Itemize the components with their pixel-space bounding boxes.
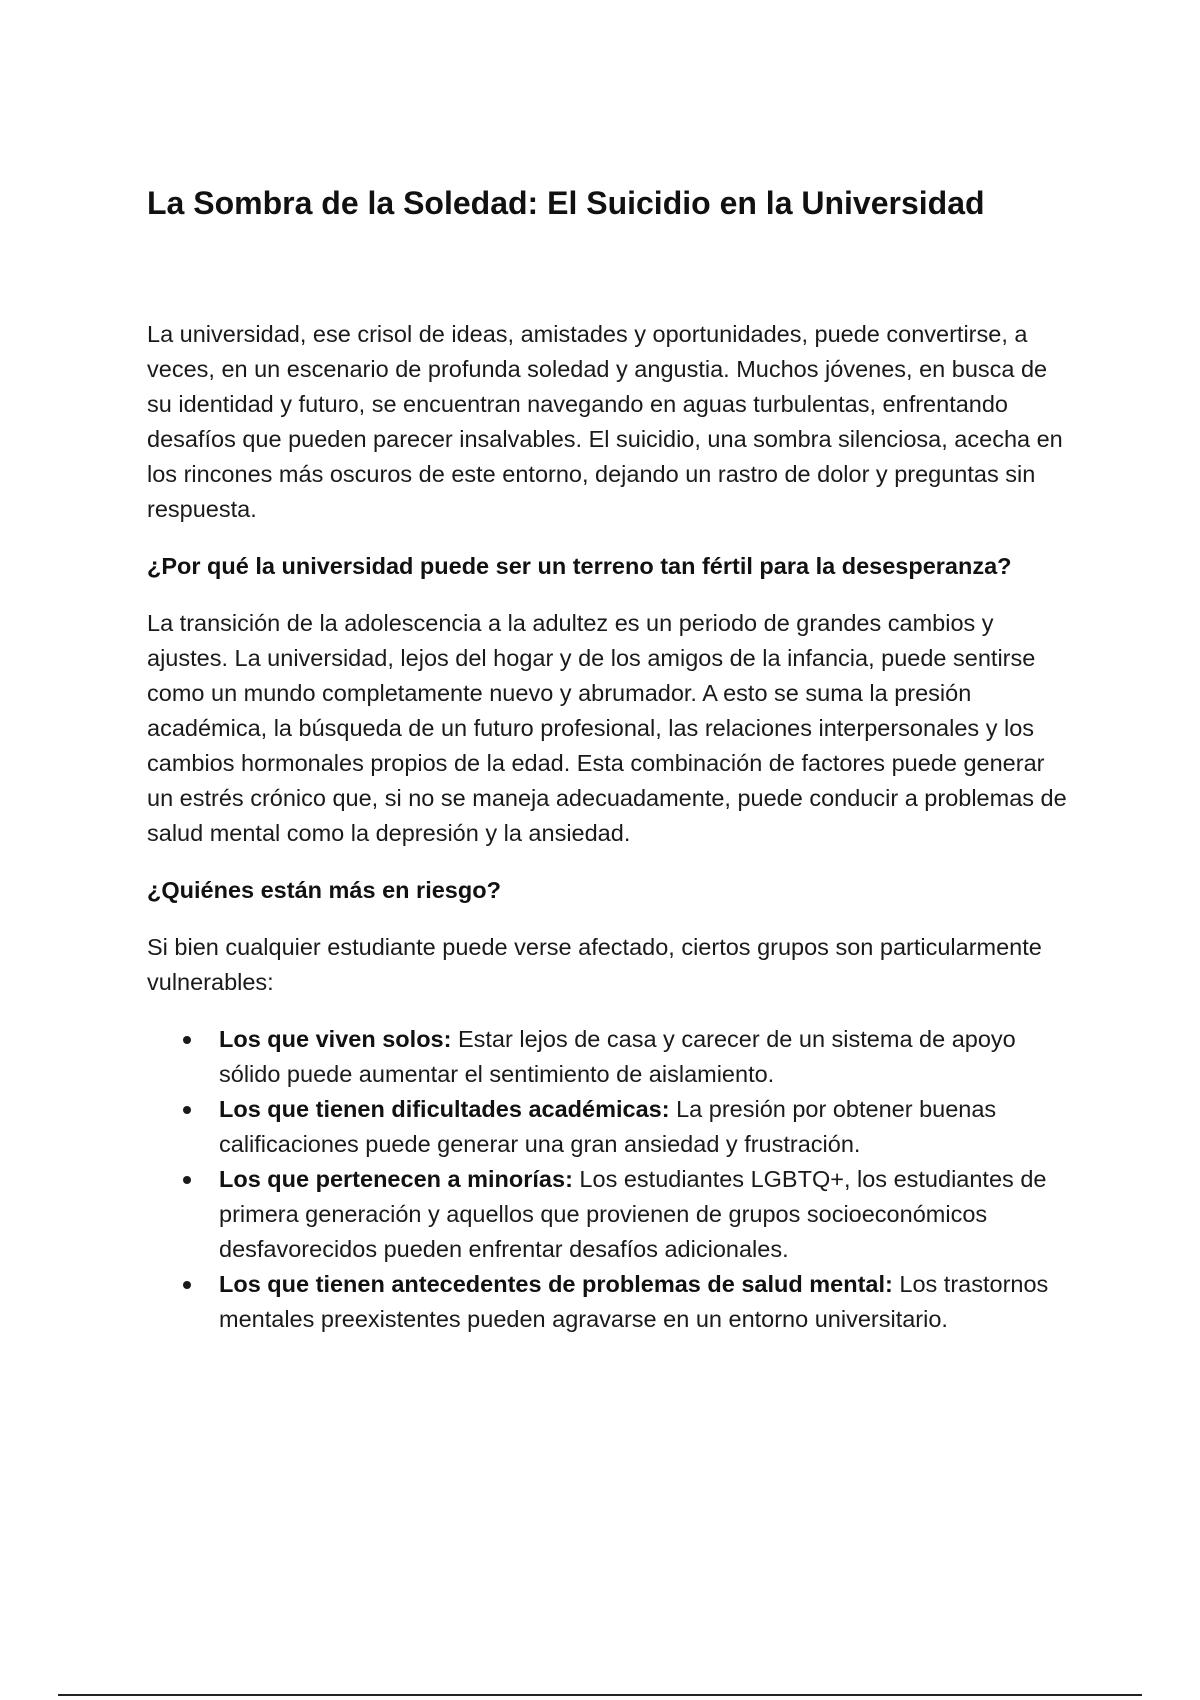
bottom-divider (58, 1694, 1142, 1696)
intro-paragraph: La universidad, ese crisol de ideas, amistades y oportunidades, puede convertirse, a veces, en un escenario de profunda soledad y angustia. Muchos jóvenes, en busca de su identidad y futuro, se encuentran navegando en aguas turbulentas, enfrentando desafíos que pueden parecer insalvables. El suicidio, una sombra silenciosa, acecha en los rincones más oscuros de este entorno, dejando un rastro de dolor y preguntas sin respuesta. (147, 321, 1063, 522)
list-item-lead: Los que pertenecen a minorías: (219, 1166, 573, 1192)
list-item-lead: Los que viven solos: (219, 1026, 452, 1052)
list-item-text: La presión por obtener buenas calificaciones puede generar una gran ansiedad y frustración. (219, 1096, 997, 1157)
bullet-icon (183, 1281, 191, 1289)
list-item-text: Los trastornos mentales preexistentes pueden agravarse en un entorno universitario. (219, 1271, 1049, 1332)
list-item-text: Los estudiantes LGBTQ+, los estudiantes de primera generación y aquellos que provienen de grupos socioeconómicos desfavorecidos pueden enfrentar desafíos adicionales. (219, 1166, 1047, 1262)
bullet-icon (183, 1036, 191, 1044)
bullet-icon (183, 1106, 191, 1114)
section1-paragraph: La transición de la adolescencia a la adultez es un periodo de grandes cambios y ajustes. La universidad, lejos del hogar y de los amigos de la infancia, puede sentirse como un mundo completamente nuevo y abrumador. A esto se suma la presión académica, la búsqueda de un futuro profesional, las relaciones interpersonales y los cambios hormonales propios de la edad. Esta combinación de factores puede generar un estrés crónico que, si no se maneja adecuadamente, puede conducir a problemas de salud mental como la depresión y la ansiedad. (147, 610, 1067, 846)
list-item (147, 1162, 1077, 1267)
list-item (147, 1022, 1077, 1092)
risk-groups-list (147, 1022, 1077, 1337)
list-item-lead: Los que tienen dificultades académicas: (219, 1096, 670, 1122)
section1-heading: ¿Por qué la universidad puede ser un terreno tan fértil para la desesperanza? (147, 553, 1012, 579)
document-title: La Sombra de la Soledad: El Suicidio en la Universidad (147, 185, 985, 221)
bullet-icon (183, 1176, 191, 1184)
list-item (147, 1267, 1077, 1337)
list-item (147, 1092, 1077, 1162)
document-content (147, 183, 1077, 1337)
section2-intro-paragraph: Si bien cualquier estudiante puede verse afectado, ciertos grupos son particularmente vulnerables: (147, 934, 1042, 995)
list-item-lead: Los que tienen antecedentes de problemas de salud mental: (219, 1271, 893, 1297)
section2-heading: ¿Quiénes están más en riesgo? (147, 877, 501, 903)
list-item-text: Estar lejos de casa y carecer de un sistema de apoyo sólido puede aumentar el sentimiento de aislamiento. (219, 1026, 1016, 1087)
